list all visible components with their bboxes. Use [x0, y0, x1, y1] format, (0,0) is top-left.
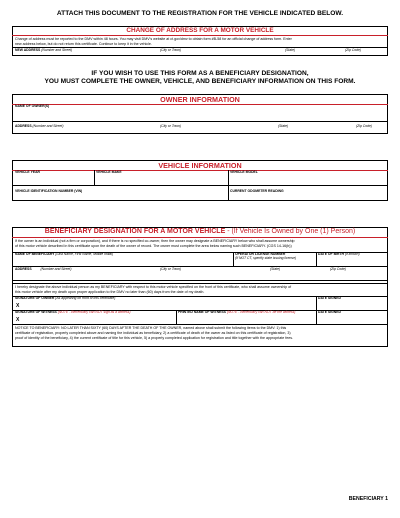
owner-name-label: NAME OF OWNER(S): [15, 104, 50, 108]
owner-address-sub: (Number and Street): [32, 124, 64, 128]
divider: [12, 280, 388, 281]
beneficiary-city-label: (City or Town): [160, 267, 181, 271]
vehicle-year-label: VEHICLE YEAR: [15, 170, 40, 174]
new-address-city-label: (City or Town): [160, 47, 181, 52]
operator-license-label: OPERATOR LICENSE NUMBER: [235, 252, 286, 256]
vehicle-information-heading: VEHICLE INFORMATION: [158, 161, 242, 170]
designation-text-line-1: I hereby designate the above individual person as my BENEFICIARY with respect to this motor vehicle specified on the front of this certificate, who shall assume ownership of: [15, 284, 292, 289]
beneficiary-instruction-line-1: IF YOU WISH TO USE THIS FORM AS A BENEFICIARY DESIGNATION,: [91, 70, 309, 77]
owner-date-signed-field[interactable]: [317, 302, 387, 309]
owner-signature-label-text: SIGNATURE OF OWNER: [15, 296, 55, 300]
notice-line-2: certificate of registration, properly completed above and naming the individual as beneficiary, 2) a certificate of death of the owner as listed on this certificate of registration, 3): [15, 331, 291, 335]
witness-signature-label-text: SIGNATURE OF WITNESS: [15, 310, 57, 314]
printed-witness-note: (NOTE - Beneficiary can NOT be the witness): [226, 310, 296, 314]
vehicle-make-field[interactable]: [95, 175, 227, 184]
printed-witness-label-text: PRINTED NAME OF WITNESS: [178, 310, 226, 314]
witness-signature-field[interactable]: [22, 316, 175, 323]
vin-label: VEHICLE IDENTIFICATION NUMBER (VIN): [15, 189, 83, 193]
dob-label: [318, 253, 360, 256]
witness-signature-label: [15, 311, 130, 314]
owner-city-label: (City or Town): [160, 124, 181, 128]
form-footer-label: BENEFICIARY 1: [348, 496, 388, 502]
witness-signature-note: (NOTE - Beneficiary can NOT sign as a witness): [57, 310, 131, 314]
beneficiary-zip-label: (Zip Code): [330, 267, 347, 271]
beneficiary-heading-suffix: - (If Vehicle Is Owned by One (1) Person): [225, 228, 356, 235]
owner-state-label: (State): [278, 124, 289, 128]
divider: [12, 185, 388, 186]
page-title: ATTACH THIS DOCUMENT TO THE REGISTRATION FOR THE VEHICLE INDICATED BELOW.: [56, 10, 344, 17]
owner-information-heading: OWNER INFORMATION: [160, 95, 240, 104]
beneficiary-heading-main: BENEFICIARY DESIGNATION FOR A MOTOR VEHICLE: [44, 228, 226, 235]
beneficiary-name-label: [15, 253, 113, 256]
vin-field[interactable]: [13, 194, 227, 200]
vehicle-model-label: VEHICLE MODEL: [230, 170, 258, 174]
printed-witness-label: [178, 311, 295, 314]
owner-signature-field[interactable]: [22, 302, 315, 309]
beneficiary-heading: [12, 228, 388, 235]
new-address-state-label: (State): [285, 47, 296, 52]
beneficiary-intro-line-2: of this motor vehicle described in this certificate upon the death of the owner of record. The owner must complete the area below naming such BENEFICIARY. (CGS 14-16(b)): [15, 243, 292, 248]
new-address-zip-label: (Zip Code): [345, 47, 362, 52]
owner-address-label-text: ADDRESS: [15, 124, 32, 128]
new-address-field[interactable]: [13, 52, 387, 56]
date-signed-2-label: DATE SIGNED: [318, 310, 341, 314]
beneficiary-address-field[interactable]: [13, 272, 387, 277]
owner-signature-x-mark: X: [16, 303, 20, 309]
dob-sub: (if known): [344, 252, 360, 256]
date-signed-label: DATE SIGNED: [318, 296, 341, 300]
beneficiary-address-label: [15, 268, 71, 271]
beneficiary-address-label-text: ADDRESS: [15, 267, 32, 271]
beneficiary-address-sub: (Number and Street): [40, 267, 72, 271]
printed-witness-field[interactable]: [177, 316, 315, 323]
heading-underline: [12, 170, 388, 171]
designation-text-line-2: this motor vehicle after my death upon proper application to the DMV no later than (60) days from the date of my death.: [15, 289, 205, 294]
operator-license-field[interactable]: [234, 261, 315, 265]
change-of-address-heading: CHANGE OF ADDRESS FOR A MOTOR VEHICLE: [126, 27, 274, 34]
notice-line-3: proof of identity of the beneficiary, 4) the current certificate of title for this vehicle, 5) a properly completed application for registration and title together with the appropriate fees.: [15, 336, 293, 340]
vehicle-make-label: VEHICLE MAKE: [96, 170, 122, 174]
change-of-address-text-line-2: new address below, but do not return this certificate. Continue to keep it in the vehicle.: [15, 41, 152, 46]
new-address-label-text: NEW ADDRESS: [15, 47, 41, 52]
beneficiary-name-label-text: NAME OF BENEFICIARY: [15, 252, 55, 256]
dob-field[interactable]: [317, 258, 387, 265]
owner-zip-label: (Zip Code): [356, 124, 373, 128]
beneficiary-intro-line-1: If the owner is an individual (not a firm or corporation), and if there is no specified co-owner, then the owner may designate a BENEFICIARY below who shall assume ownership: [15, 238, 295, 243]
notice-line-1: NOTICE TO BENEFICIARY: NO LATER THAN SIXTY (60) DAYS AFTER THE DEATH OF THE OWNER, named above shall submit the following items to the DMV: 1) this: [15, 326, 287, 330]
witness-date-signed-field[interactable]: [317, 316, 387, 323]
beneficiary-name-field[interactable]: [13, 258, 232, 265]
beneficiary-instruction-line-2: YOU MUST COMPLETE THE OWNER, VEHICLE, AND BENEFICIARY INFORMATION ON THIS FORM.: [44, 78, 356, 85]
vehicle-year-field[interactable]: [13, 175, 93, 184]
owner-address-field[interactable]: [13, 129, 387, 133]
beneficiary-name-sub: (Last Name, First Name, Middle Initial): [55, 252, 114, 256]
owner-signature-label: [15, 297, 115, 300]
odometer-field[interactable]: [229, 194, 387, 200]
new-address-sub: (Number and Street): [41, 47, 73, 52]
operator-license-sub: (If NOT CT, specify state issuing license): [235, 256, 297, 260]
divider: [12, 121, 388, 122]
dob-label-text: DATE OF BIRTH: [318, 252, 344, 256]
divider: [12, 324, 388, 325]
beneficiary-state-label: (State): [270, 267, 281, 271]
vehicle-model-field[interactable]: [229, 175, 387, 184]
owner-signature-sub: (As appearing on front of this certificate): [55, 296, 116, 300]
owner-name-field[interactable]: [13, 109, 387, 120]
owner-address-label: [15, 125, 63, 128]
witness-signature-x-mark: X: [16, 317, 20, 323]
heading-underline: [12, 104, 388, 105]
odometer-label: CURRENT ODOMETER READING: [230, 189, 284, 193]
change-of-address-text-line-1: Change of address must be reported to the DMV within 48 hours. You may visit DMV's website at ct.gov/dmv to obtain form #B-58 for an official change of address form. Enter: [15, 36, 292, 41]
